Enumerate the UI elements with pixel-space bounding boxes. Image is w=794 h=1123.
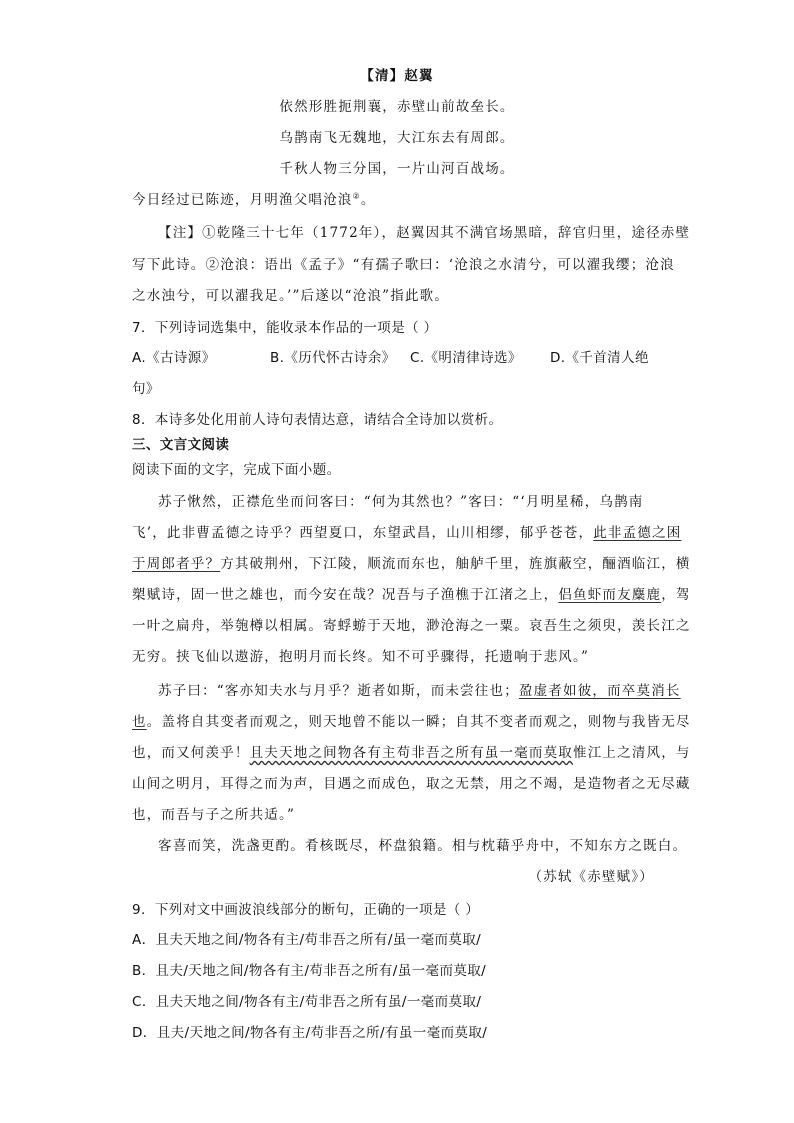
passage-p2-line-1 [158,681,681,701]
passage-p1-line-6: 无穷。挟飞仙以遨游，抱明月而长终。知不可乎骤得，托遗响于悲风。” [132,649,590,665]
passage-p2-line-5: 也，而吾与子之所共适。” [132,807,296,823]
question-8-stem: 8．本诗多处化用前人诗句表情达意，请结合全诗加以赏析。 [132,412,503,428]
passage-p1-line-4 [132,585,691,605]
question-7-option-a: A.《古诗源》 [132,350,216,366]
poem-author: 【清】赵翼 [360,68,434,84]
note-line-2: 写下此诗。②沧浪：语出《孟子》“有孺子歌曰：‘沧浪之水清兮，可以濯我缨；沧浪 [132,257,675,273]
passage-underlined-sentence-1-end: 于周郎者乎？ [132,556,221,572]
question-7-option-b: B.《历代怀古诗余》 [270,350,396,366]
passage-p1-line-4-text: 槊赋诗，固一世之雄也，而今安在哉？况吾与子渔樵于江渚之上， [132,587,559,603]
question-7-option-d: D.《千首清人绝 [550,350,649,366]
poem-last-line-text: 今日经过已陈迹，月明渔父唱沧浪 [132,192,353,208]
passage-p3-line-1: 客喜而笑，洗盏更酌。肴核既尽，杯盘狼籍。相与枕藉乎舟中，不知东方之既白。 [158,838,688,854]
question-9-option-c: C．且夫天地之间/物各有主/苟非吾之所有虽/一毫而莫取/ [132,994,482,1010]
passage-p1-line-5: 一叶之扁舟，举匏樽以相属。寄蜉蝣于天地，渺沧海之一粟。哀吾生之须臾，羡长江之 [132,618,691,634]
note-mark: ② [352,191,361,201]
question-9-option-a: A．且夫天地之间/物各有主/苟非吾之所有/虽一毫而莫取/ [132,932,482,948]
section-3-instruction: 阅读下面的文字，完成下面小题。 [132,462,341,478]
passage-p2-line-1-text: 苏子曰：“客亦知夫水与月乎？逝者如斯，而未尝往也； [158,683,519,699]
passage-underlined-sentence-3-end: 也 [132,714,147,730]
passage-p1-line-3 [132,554,691,574]
passage-p1-line-2 [132,523,681,543]
poem-line-3: 千秋人物三分国，一片山河百战场。 [279,161,515,177]
question-9-stem: 9．下列对文中画波浪线部分的断句，正确的一项是（ ） [132,902,480,918]
passage-p2-line-3 [132,743,691,763]
question-9-option-b: B．且夫/天地之间/物各有主/苟非吾之所有/虽一毫而莫取/ [132,963,487,979]
question-7-stem: 7．下列诗词选集中，能收录本作品的一项是（ ） [132,320,438,336]
passage-p2-line-3-end: 惟江上之清风，与 [573,745,691,761]
passage-p1-line-3-text: 方其破荆州，下江陵，顺流而东也，舳舻千里，旌旗蔽空，酾酒临江，横 [220,556,691,572]
passage-underlined-sentence-3: 盈虚者如彼，而卒莫消长 [518,683,681,699]
question-7-option-d-cont: 句》 [132,381,160,397]
passage-p1-line-4-end: ，驾 [661,587,691,603]
poem-line-4 [132,190,376,210]
note-line-3: 之水浊兮，可以濯我足。’”后遂以“沧浪”指此歌。 [132,288,450,304]
note-line-1: 【注】①乾隆三十七年（1772年），赵翼因其不满官场黑暗，辞官归里，途径赤壁 [158,225,691,241]
passage-p2-line-4: 山间之明月，耳得之而为声，目遇之而成色，取之无禁，用之不竭，是造物者之无尽藏 [132,776,691,792]
section-3-title: 三、文言文阅读 [132,437,230,453]
passage-underlined-phrase-2: 侣鱼虾而友麋鹿 [558,587,662,603]
passage-p1-line-1: 苏子愀然，正襟危坐而问客曰：“何为其然也？”客曰：“‘月明星稀，乌鹊南 [158,494,644,510]
question-7-option-c: C.《明清律诗选》 [410,350,522,366]
passage-wavy-underlined-sentence: 且夫天地之间物各有主苟非吾之所有虽一毫而莫取 [249,745,574,761]
passage-source: （苏轼《赤壁赋》） [528,869,654,885]
poem-line-1: 依然形胜扼荆襄，赤壁山前故垒长。 [279,99,515,115]
question-9-option-d: D．且夫/天地之间/物各有主/苟非吾之所/有虽一毫而莫取/ [132,1025,488,1041]
passage-p2-line-2 [132,712,691,732]
passage-p1-line-2-text: 飞’，此非曹孟德之诗乎？西望夏口，东望武昌，山川相缪，郁乎苍苍， [132,525,594,541]
passage-underlined-sentence-1: 此非孟德之困 [593,525,682,541]
passage-p2-line-3-text: 也，而又何羡乎！ [132,745,250,761]
passage-p2-line-2-text: 。盖将自其变者而观之，则天地曾不能以一瞬；自其不变者而观之，则物与我皆无尽 [146,714,691,730]
poem-last-punct: 。 [360,192,376,208]
poem-line-2: 乌鹊南飞无魏地，大江东去有周郎。 [279,130,515,146]
